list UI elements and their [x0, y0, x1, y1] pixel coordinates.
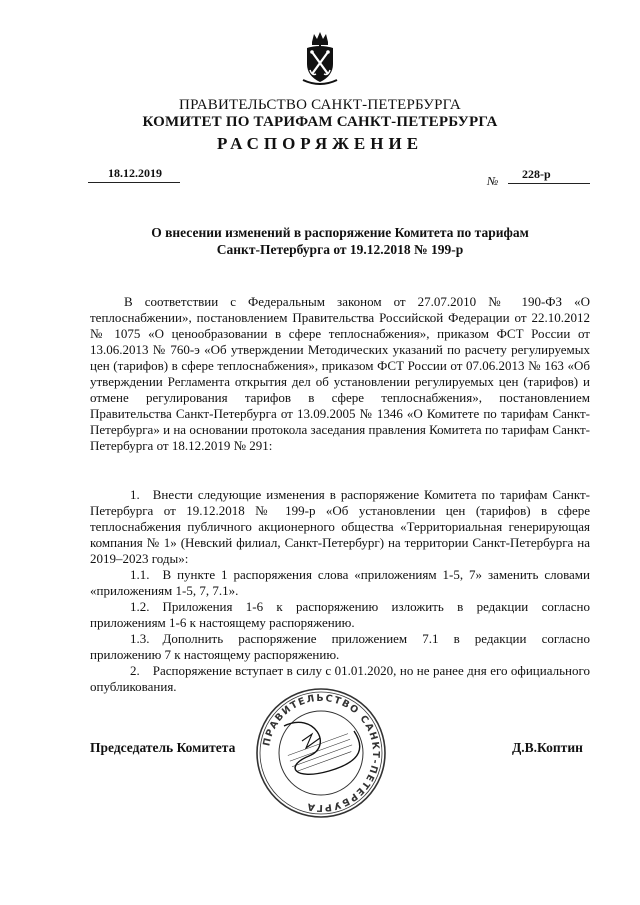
- subject-line-2: Санкт-Петербурга от 19.12.2018 № 199-р: [216, 242, 464, 257]
- order-item: 1.1. В пункте 1 распоряжения слова «приложениям 1-5, 7» заменить словами «приложениям 1-5, 7, 7.1».: [90, 567, 590, 598]
- order-items: [90, 487, 590, 695]
- subject-line-1: О внесении изменений в распоряжение Комитета по тарифам: [151, 225, 529, 240]
- number-sign: №: [487, 174, 499, 188]
- number-underline: [508, 183, 590, 184]
- preamble-text: В соответствии с Федеральным законом от 27.07.2010 № 190-ФЗ «О теплоснабжении», постановлением Правительства Российской Федерации от 22.10.2012 № 1075 «О ценообразовании в сфере теплоснабжения», приказом ФСТ России от 13.06.2013 № 760-э «Об утверждении Методических указаний по расчету регулируемых цен (тарифов) в сфере теплоснабжения», приказом ФСТ России от 07.06.2013 № 163 «Об утверждении Регламента открытия дел об установлении регулируемых цен (тарифов) и отмене регулирования тарифов в сфере теплоснабжения», постановлением Правительства Санкт-Петербурга от 13.09.2005 № 1346 «О Комитете по тарифам Санкт-Петербурга» и на основании протокола заседания правления Комитета по тарифам Санкт-Петербурга от 18.12.2019 № 291:: [90, 294, 590, 453]
- order-item: 1.3. Дополнить распоряжение приложением 7.1 в редакции согласно приложению 7 к настоящему распоряжению.: [90, 631, 590, 662]
- document-date: 18.12.2019: [108, 166, 162, 180]
- document-type: РАСПОРЯЖЕНИЕ: [216, 134, 424, 153]
- order-item: 2. Распоряжение вступает в силу с 01.01.2020, но не ранее дня его официального опубликования.: [90, 663, 590, 694]
- document-subject: [90, 224, 590, 258]
- order-item: 1. Внести следующие изменения в распоряжение Комитета по тарифам Санкт-Петербурга от 19.12.2018 № 199-р «Об установлении цен (тарифов) в сфере теплоснабжения публичного акционерного общества «Территориальная генерирующая компания № 1» (Невский филиал, Санкт-Петербург) на территории Санкт-Петербурга на 2019–2023 годы»:: [90, 487, 590, 566]
- signer-name: Д.В.Коптин: [512, 740, 583, 755]
- date-underline: [88, 182, 180, 183]
- stamp-ring-text: ПРАВИТЕЛЬСТВО САНКТ-ПЕТЕРБУРГА: [261, 692, 382, 814]
- committee-title: КОМИТЕТ ПО ТАРИФАМ САНКТ-ПЕТЕРБУРГА: [142, 114, 498, 130]
- signer-title: Председатель Комитета: [90, 740, 236, 755]
- coat-of-arms-icon: [299, 30, 341, 86]
- order-item: 1.2. Приложения 1-6 к распоряжению изложить в редакции согласно приложениям 1-6 к настоящему распоряжению.: [90, 599, 590, 630]
- official-stamp: [254, 686, 388, 820]
- government-title: ПРАВИТЕЛЬСТВО САНКТ-ПЕТЕРБУРГА: [179, 97, 461, 113]
- preamble: [90, 294, 590, 454]
- document-number: 228-р: [522, 167, 551, 181]
